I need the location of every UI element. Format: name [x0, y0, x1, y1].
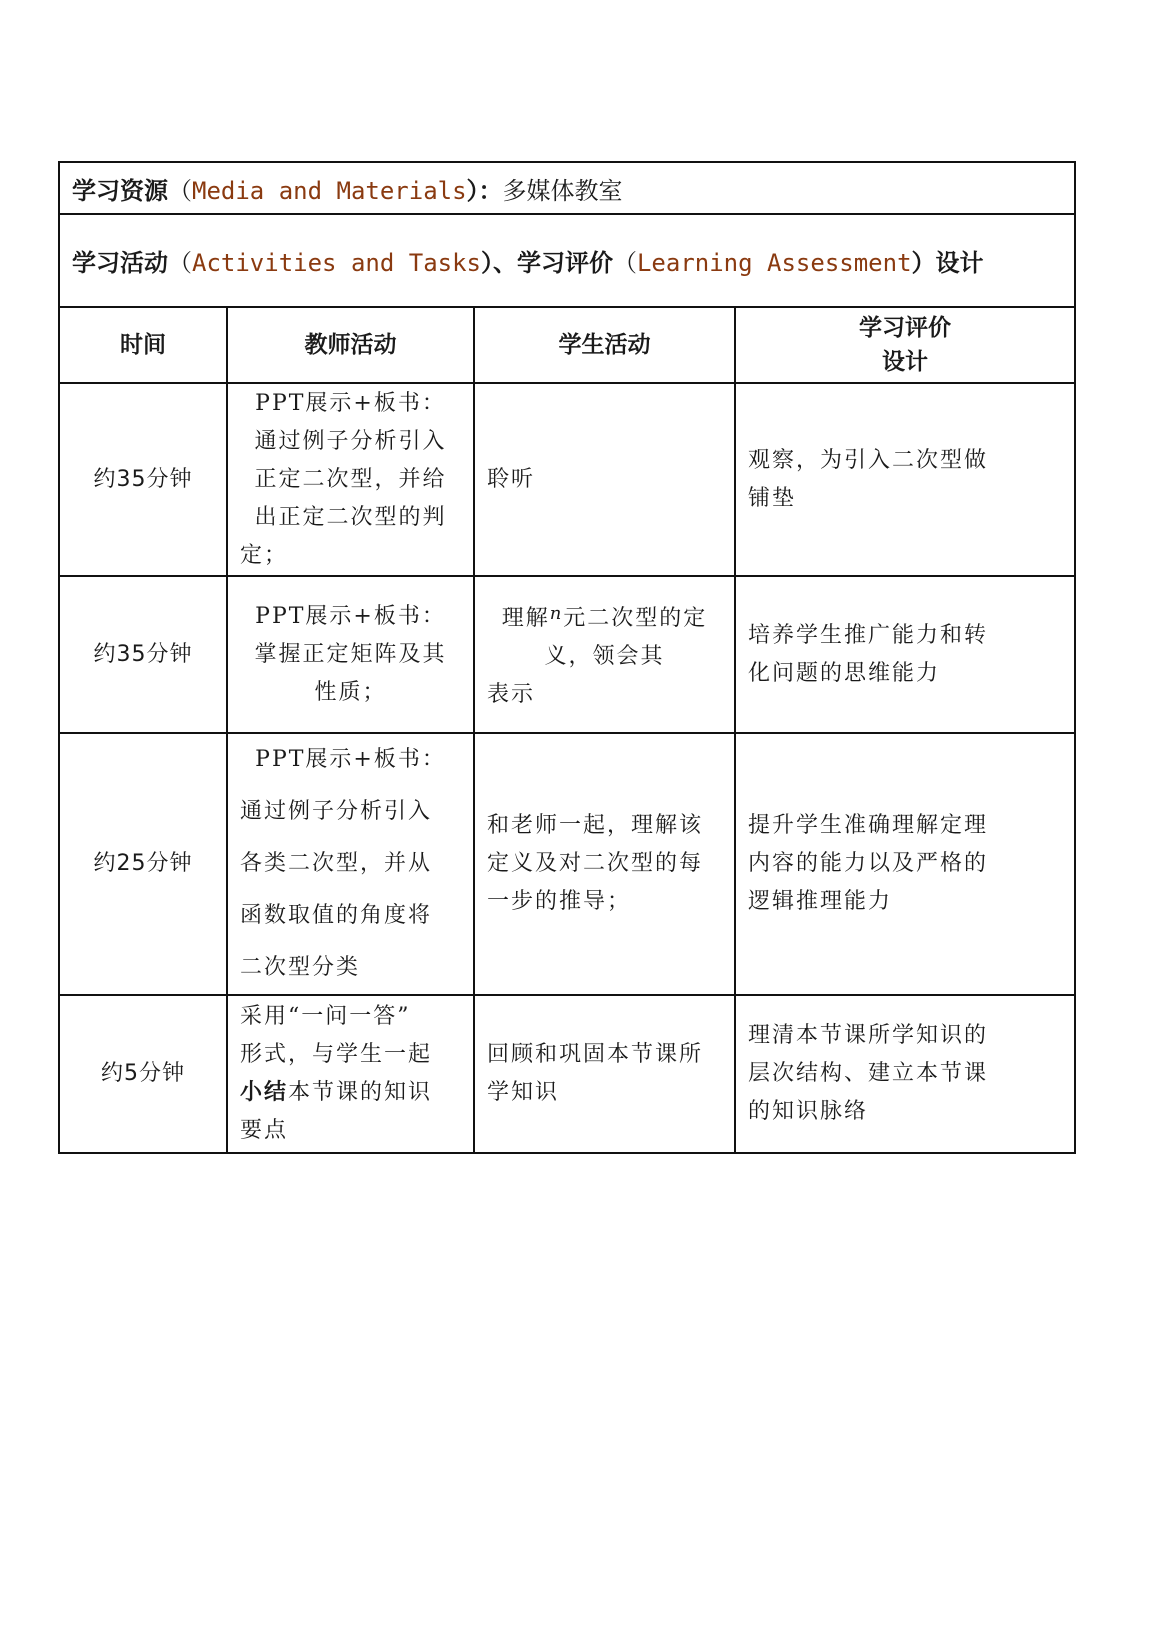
- col-header-assessment-line1: 学习评价: [859, 315, 952, 341]
- teacher-activity-cell: [227, 733, 474, 995]
- student-line: [487, 595, 722, 638]
- student-line: 义，领会其: [544, 644, 665, 669]
- student-line: 表示: [487, 682, 536, 707]
- student-activity-cell: [474, 995, 735, 1153]
- assessment-line: 层次结构、建立本节课: [748, 1061, 989, 1086]
- assessment-line: 逻辑推理能力: [748, 889, 893, 914]
- design-suffix: 设计: [935, 249, 984, 277]
- col-header-assessment-line2: 设计: [882, 349, 929, 375]
- teacher-line: 性质；: [314, 679, 387, 705]
- student-activity-cell: [474, 383, 735, 576]
- teacher-activity-cell: [227, 576, 474, 733]
- lesson-plan-sheet: [58, 161, 1074, 1154]
- teacher-line: 函数取值的角度将: [240, 903, 433, 928]
- col-header-teacher: 教师活动: [227, 307, 474, 383]
- assessment-line: 培养学生推广能力和转: [748, 622, 989, 648]
- time-cell: 约25分钟: [59, 733, 227, 995]
- table-row: [59, 383, 1075, 576]
- table-row: [59, 576, 1075, 733]
- lesson-plan-table: [58, 161, 1076, 1154]
- teacher-after-bold: 本节课的知识: [288, 1080, 433, 1105]
- teacher-line: 通过例子分析引入: [240, 799, 433, 824]
- assessment-line: 的知识脉络: [748, 1099, 869, 1124]
- student-line: 和老师一起，理解该: [487, 813, 704, 838]
- assessment-label: 学习评价: [516, 249, 613, 277]
- resources-label: 学习资源: [72, 176, 168, 205]
- table-row: [59, 733, 1075, 995]
- table-row: [59, 995, 1075, 1153]
- assessment-line: 观察，为引入二次型做: [748, 447, 989, 473]
- col-header-assessment: [735, 307, 1075, 383]
- student-line: 学知识: [487, 1080, 560, 1105]
- teacher-line: 二次型分类: [240, 955, 361, 980]
- activities-label: 学习活动: [72, 249, 168, 277]
- teacher-line: 形式，与学生一起: [240, 1042, 433, 1067]
- teacher-line: 要点: [240, 1118, 289, 1143]
- activities-header-cell: [59, 214, 1075, 307]
- student-prefix: 理解: [501, 606, 550, 631]
- assessment-lparen: （: [612, 249, 637, 277]
- activities-en: Activities and Tasks: [192, 249, 481, 277]
- teacher-line: 正定二次型，并给: [254, 466, 447, 492]
- teacher-line: 采用“一问一答”: [240, 1004, 411, 1029]
- assessment-cell: [735, 733, 1075, 995]
- resources-value: 多媒体教室: [502, 176, 623, 205]
- student-activity-cell: [474, 576, 735, 733]
- teacher-activity-cell: [227, 995, 474, 1153]
- column-header-row: [59, 307, 1075, 383]
- assessment-cell: [735, 995, 1075, 1153]
- resources-row: [59, 162, 1075, 214]
- assessment-line: 化问题的思维能力: [748, 660, 941, 686]
- assessment-line: 提升学生准确理解定理: [748, 813, 989, 838]
- teacher-line: PPT展示+板书：: [255, 390, 446, 416]
- teacher-line: PPT展示+板书：: [255, 747, 446, 772]
- time-cell: 约35分钟: [59, 383, 227, 576]
- resources-rparen: ）：: [466, 176, 503, 205]
- teacher-line: 各类二次型，并从: [240, 851, 433, 876]
- teacher-line: 出正定二次型的判: [254, 504, 447, 530]
- col-header-time: 时间: [59, 307, 227, 383]
- teacher-line: 通过例子分析引入: [254, 428, 447, 454]
- activities-header-row: [59, 214, 1075, 307]
- student-activity-cell: [474, 733, 735, 995]
- student-line: 回顾和巩固本节课所: [487, 1042, 704, 1067]
- student-rest: 元二次型的定: [563, 606, 708, 631]
- time-cell: 约35分钟: [59, 576, 227, 733]
- teacher-line: PPT展示+板书：: [255, 603, 446, 629]
- teacher-line: [240, 1074, 461, 1112]
- assessment-cell: [735, 383, 1075, 576]
- teacher-line: 掌握正定矩阵及其: [254, 641, 447, 667]
- assessment-line: 铺垫: [748, 485, 797, 511]
- col-header-student: 学生活动: [474, 307, 735, 383]
- student-line: 一步的推导；: [487, 889, 632, 914]
- teacher-activity-cell: [227, 383, 474, 576]
- n-symbol: n: [549, 603, 564, 624]
- teacher-line: 定；: [240, 542, 289, 568]
- resources-en: Media and Materials: [192, 176, 467, 205]
- assessment-en: Learning Assessment: [636, 249, 912, 277]
- assessment-rparen: ）: [911, 249, 936, 277]
- resources-cell: [59, 162, 1075, 214]
- assessment-cell: [735, 576, 1075, 733]
- resources-lparen: （: [168, 176, 192, 205]
- activities-lparen: （: [168, 249, 192, 277]
- assessment-line: 内容的能力以及严格的: [748, 851, 989, 876]
- student-line: 定义及对二次型的每: [487, 851, 704, 876]
- activities-mid: ）、: [480, 249, 517, 277]
- summary-keyword: 小结: [240, 1080, 289, 1105]
- time-cell: 约5分钟: [59, 995, 227, 1153]
- student-line: 聆听: [487, 466, 536, 492]
- assessment-line: 理清本节课所学知识的: [748, 1023, 989, 1048]
